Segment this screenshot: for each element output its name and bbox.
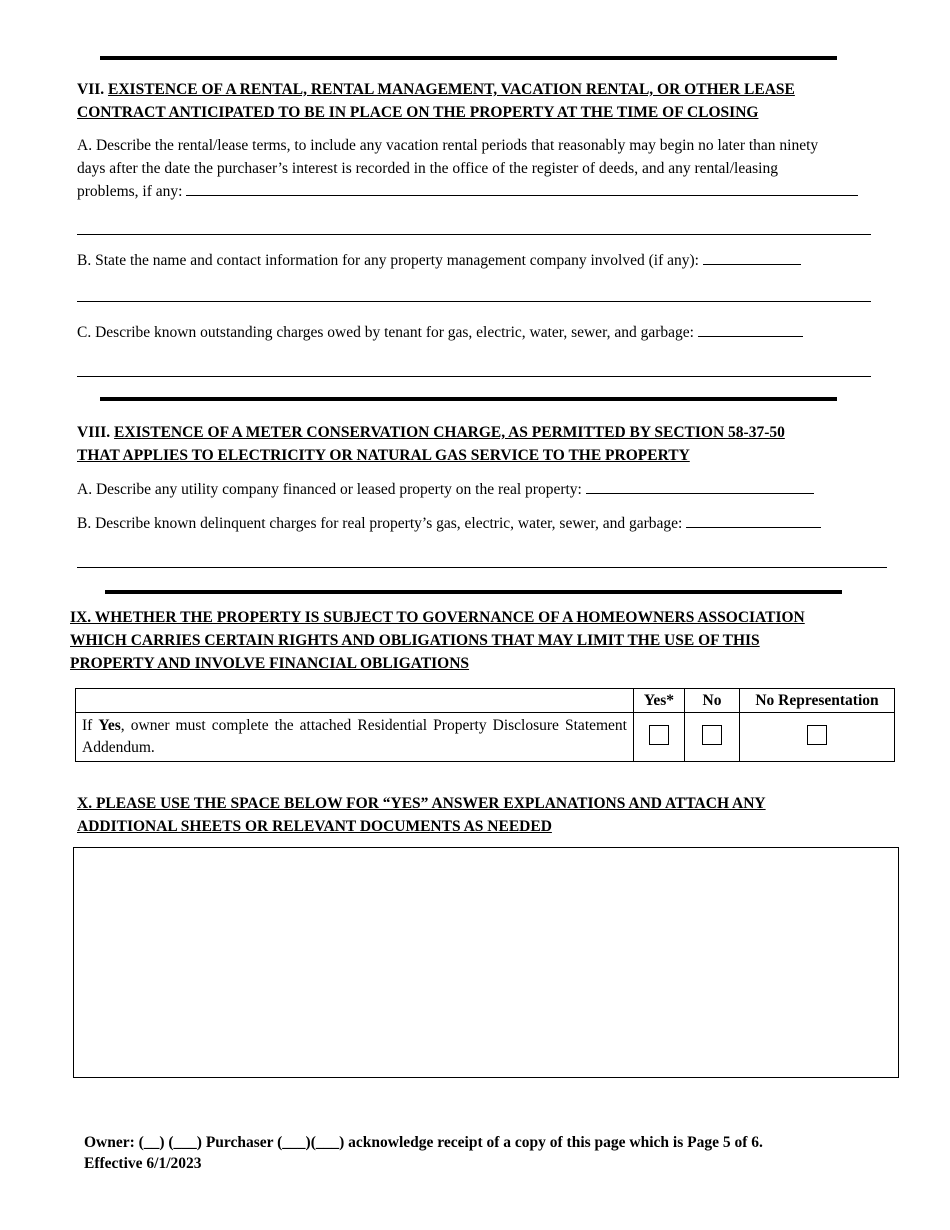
hoa-no-checkbox[interactable]: [702, 725, 722, 745]
management-company-field[interactable]: [703, 249, 801, 265]
explanation-textarea[interactable]: [73, 847, 899, 1078]
hoa-yes-checkbox[interactable]: [649, 725, 669, 745]
section-viii-b-text: B. Describe known delinquent charges for real property’s gas, electric, water, sewer, and garbage:: [77, 512, 821, 535]
no-cell: [685, 713, 740, 762]
section-x-heading: X. PLEASE USE THE SPACE BELOW FOR “YES” ANSWER EXPLANATIONS AND ATTACH ANY ADDITIONAL SHEETS OR RELEVANT DOCUMENTS AS NEEDED: [77, 795, 766, 835]
section-vii-divider: [100, 397, 837, 401]
tenant-charges-line-2[interactable]: [77, 376, 871, 377]
management-company-line-2[interactable]: [77, 301, 871, 302]
section-vii-b-text: B. State the name and contact information for any property management company involved (if any):: [77, 249, 801, 272]
yes-cell: [634, 713, 685, 762]
section-viii-divider: [105, 590, 842, 594]
section-viii-heading: VIII. EXISTENCE OF A METER CONSERVATION CHARGE, AS PERMITTED BY SECTION 58-37-50 THAT APPLIES TO ELECTRICITY OR NATURAL GAS SERVICE TO THE PROPERTY: [77, 424, 785, 464]
delinquent-charges-field[interactable]: [686, 512, 821, 528]
hoa-row-text: If Yes, owner must complete the attached Residential Property Disclosure Statement Addendum.: [76, 713, 634, 762]
delinquent-charges-line-2[interactable]: [77, 567, 887, 568]
section-viii-a-text: A. Describe any utility company financed or leased property on the real property:: [77, 478, 814, 501]
section-vii-c-text: C. Describe known outstanding charges owed by tenant for gas, electric, water, sewer, and garbage:: [77, 321, 803, 344]
section-ix-heading: IX. WHETHER THE PROPERTY IS SUBJECT TO GOVERNANCE OF A HOMEOWNERS ASSOCIATION WHICH CARRIES CERTAIN RIGHTS AND OBLIGATIONS THAT MAY LIMIT THE USE OF THIS PROPERTY AND INVOLVE FINANCIAL OBLIGATIONS: [70, 609, 805, 672]
hoa-table: [75, 688, 895, 762]
rental-terms-line-2[interactable]: [77, 234, 871, 235]
effective-date: Effective 6/1/2023: [84, 1155, 202, 1172]
rental-terms-field[interactable]: [186, 180, 858, 196]
hoa-table-blank-header: [76, 689, 634, 713]
col-no-representation-header: No Representation: [740, 689, 895, 713]
hoa-no-representation-checkbox[interactable]: [807, 725, 827, 745]
tenant-charges-field[interactable]: [698, 321, 803, 337]
section-vii-a-text: A. Describe the rental/lease terms, to include any vacation rental periods that reasonably may begin no later than ninety days after the date the purchaser’s interest is recorded in the office of the register of deeds, and any rental/leasing problems, if any:: [77, 134, 907, 203]
utility-property-field[interactable]: [586, 478, 814, 494]
no-representation-cell: [740, 713, 895, 762]
acknowledgement-footer: Owner: (__) (___) Purchaser (___)(___) acknowledge receipt of a copy of this page which is Page 5 of 6.: [84, 1134, 763, 1151]
col-yes-header: Yes*: [634, 689, 685, 713]
col-no-header: No: [685, 689, 740, 713]
section-vii-heading: VII. EXISTENCE OF A RENTAL, RENTAL MANAGEMENT, VACATION RENTAL, OR OTHER LEASE CONTRACT ANTICIPATED TO BE IN PLACE ON THE PROPERTY AT THE TIME OF CLOSING: [77, 81, 795, 121]
top-divider: [100, 56, 837, 60]
